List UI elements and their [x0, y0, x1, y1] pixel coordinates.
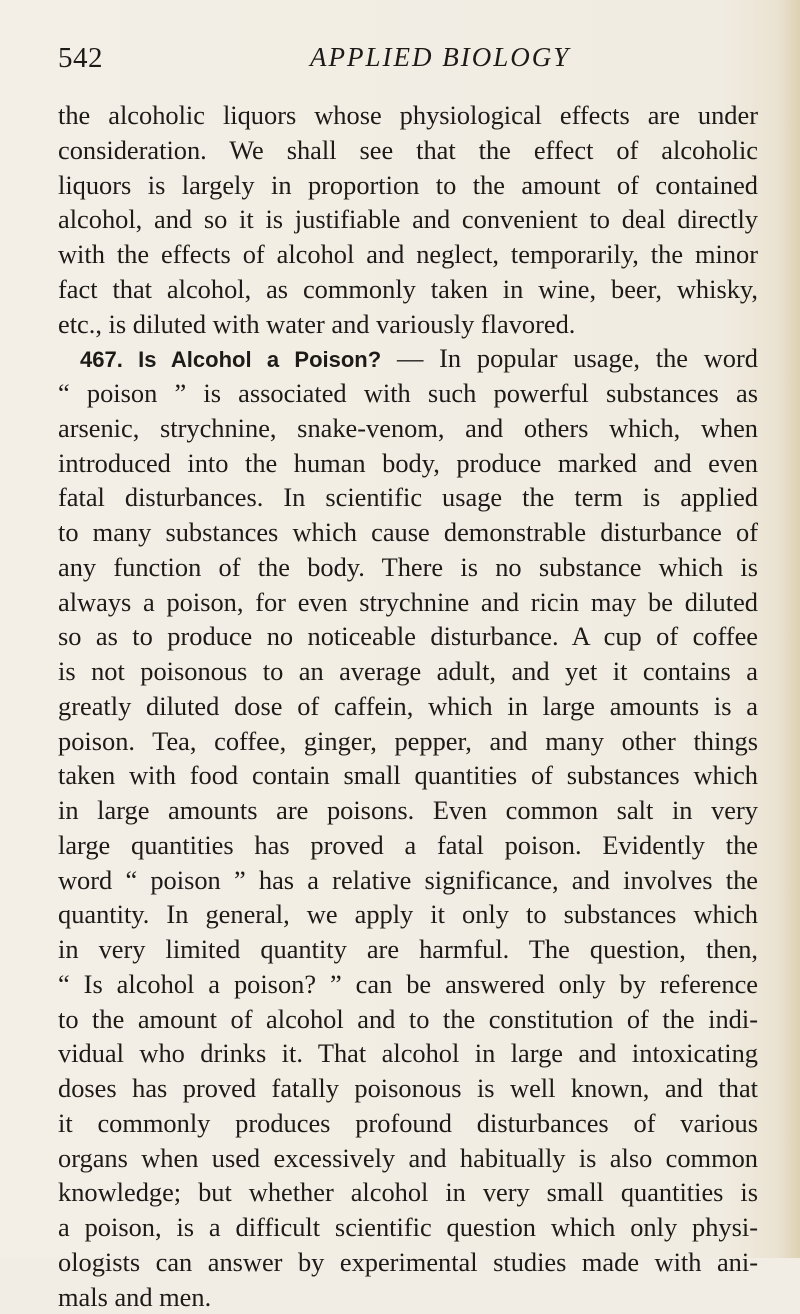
page-number: 542 — [58, 42, 103, 75]
text-line: to the amount of alcohol and to the constitution of the indi- — [58, 1002, 758, 1037]
section-heading: 467. Is Alcohol a Poison? — [80, 347, 381, 372]
page-edge-shadow — [778, 0, 800, 1258]
text-line: with the effects of alcohol and neglect, temporarily, the minor — [58, 237, 758, 272]
text-line: ologists can answer by experimental studies made with ani- — [58, 1245, 758, 1280]
text-line: introduced into the human body, produce marked and even — [58, 446, 758, 481]
text-line: always a poison, for even strychnine and ricin may be diluted — [58, 585, 758, 620]
text-line: mals and men. — [58, 1280, 758, 1314]
text-line: quantity. In general, we apply it only to substances which — [58, 897, 758, 932]
text-line: poison. Tea, coffee, ginger, pepper, and many other things — [58, 724, 758, 759]
text-line: “ poison ” is associated with such powerful substances as — [58, 376, 758, 411]
running-head — [58, 42, 753, 82]
text-line: knowledge; but whether alcohol in very small quantities is — [58, 1175, 758, 1210]
text-line: “ Is alcohol a poison? ” can be answered only by reference — [58, 967, 758, 1002]
text-line: a poison, is a difficult scientific question which only physi- — [58, 1210, 758, 1245]
section-first-line — [58, 341, 758, 376]
text-line: greatly diluted dose of caffein, which in large amounts is a — [58, 689, 758, 724]
text-line: vidual who drinks it. That alcohol in large and intoxicating — [58, 1036, 758, 1071]
text-line: consideration. We shall see that the effect of alcoholic — [58, 133, 758, 168]
section-first-line-text: — In popular usage, the word — [397, 343, 758, 373]
text-line: large quantities has proved a fatal poison. Evidently the — [58, 828, 758, 863]
text-line: alcohol, and so it is justifiable and convenient to deal directly — [58, 202, 758, 237]
text-line: in very limited quantity are harmful. The question, then, — [58, 932, 758, 967]
text-line: doses has proved fatally poisonous is well known, and that — [58, 1071, 758, 1106]
text-line: is not poisonous to an average adult, and yet it contains a — [58, 654, 758, 689]
text-line: any function of the body. There is no substance which is — [58, 550, 758, 585]
text-line: fatal disturbances. In scientific usage the term is applied — [58, 480, 758, 515]
body-text — [58, 98, 758, 1314]
text-line: etc., is diluted with water and variously flavored. — [58, 307, 758, 342]
text-line: taken with food contain small quantities of substances which — [58, 758, 758, 793]
text-line: organs when used excessively and habitually is also common — [58, 1141, 758, 1176]
text-line: to many substances which cause demonstrable disturbance of — [58, 515, 758, 550]
text-line: fact that alcohol, as commonly taken in wine, beer, whisky, — [58, 272, 758, 307]
text-line: so as to produce no noticeable disturbance. A cup of coffee — [58, 619, 758, 654]
text-line: liquors is largely in proportion to the amount of contained — [58, 168, 758, 203]
running-title: APPLIED BIOLOGY — [310, 42, 570, 73]
text-line: the alcoholic liquors whose physiological effects are under — [58, 98, 758, 133]
text-line: in large amounts are poisons. Even common salt in very — [58, 793, 758, 828]
text-line: word “ poison ” has a relative significance, and involves the — [58, 863, 758, 898]
text-line: it commonly produces profound disturbances of various — [58, 1106, 758, 1141]
text-line: arsenic, strychnine, snake-venom, and others which, when — [58, 411, 758, 446]
